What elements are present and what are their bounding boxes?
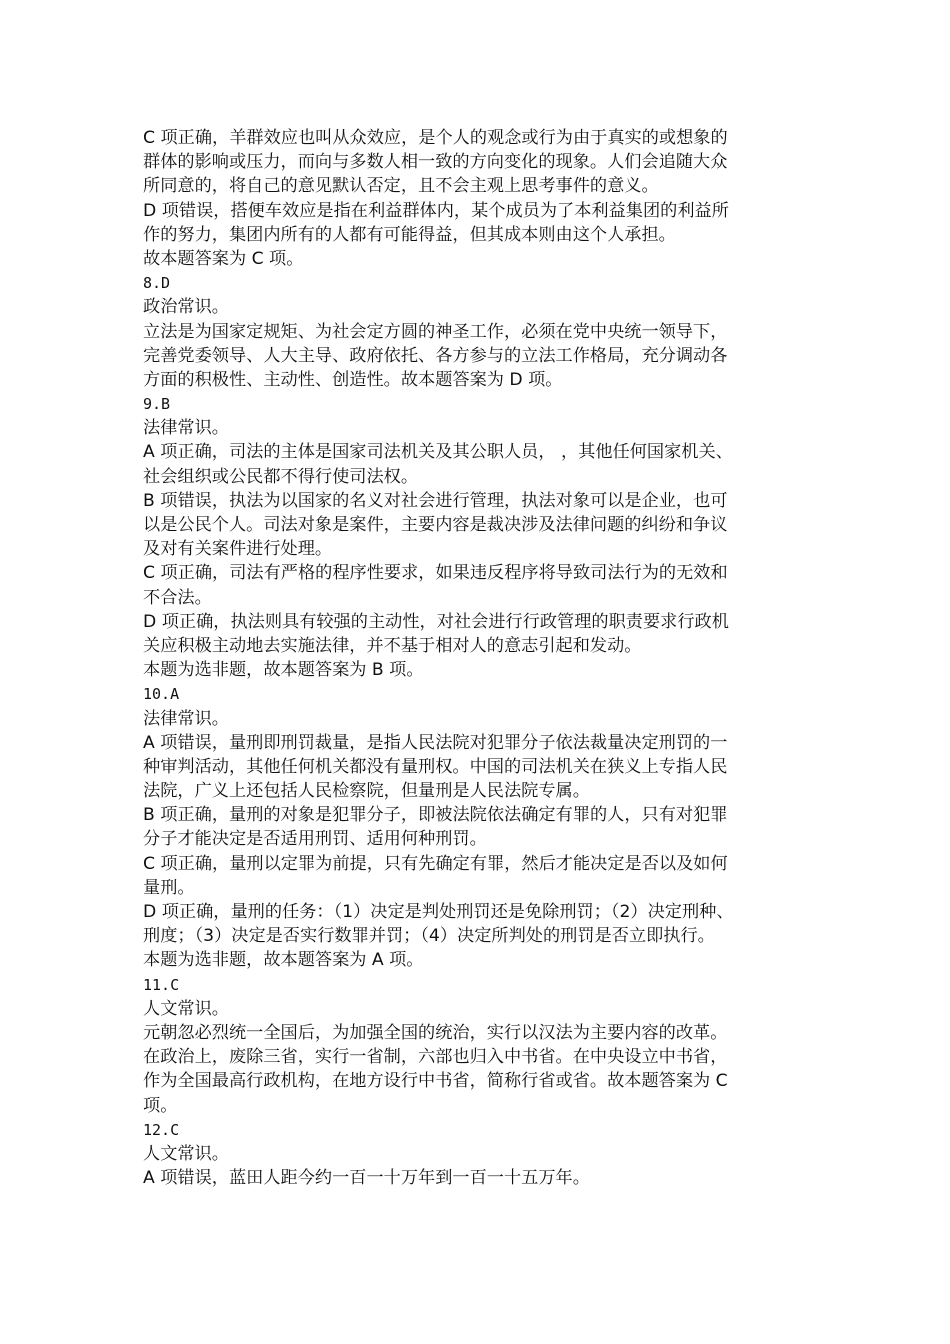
text-line: D 项正确，量刑的任务：（1）决定是判处刑罚还是免除刑罚；（2）决定刑种、: [143, 902, 734, 922]
text-line: 元朝忽必烈统一全国后，为加强全国的统治，实行以汉法为主要内容的改革。: [143, 1022, 728, 1043]
text-line: 法律常识。: [143, 708, 229, 729]
text-line: 刑度；（3）决定是否实行数罪并罚；（4）决定所判处的刑罚是否立即执行。: [143, 926, 715, 947]
text-line: 群体的影响或压力，而向与多数人相一致的方向变化的现象。人们会追随大众: [143, 152, 728, 173]
text-line: C 项正确，羊群效应也叫从众效应，是个人的观念或行为由于真实的或想象的: [143, 128, 728, 148]
text-line: 作为全国最高行政机构，在地方设行中书省，简称行省或省。故本题答案为 C: [143, 1071, 728, 1092]
text-line: 在政治上，废除三省，实行一省制，六部也归入中书省。在中央设立中书省，: [143, 1047, 728, 1068]
text-line: 以是公民个人。司法对象是案件，主要内容是裁决涉及法律问题的纠纷和争议: [143, 515, 728, 535]
question-number: 10.A: [143, 685, 180, 704]
text-line: 本题为选非题，故本题答案为 A 项。: [143, 950, 424, 971]
text-line: 不合法。: [143, 587, 212, 608]
text-line: 项。: [143, 1095, 178, 1116]
question-number: 8.D: [143, 274, 171, 293]
text-line: A 项错误，蓝田人距今约一百一十万年到一百一十五万年。: [143, 1168, 590, 1189]
text-line: 法院，广义上还包括人民检察院，但量刑是人民法院专属。: [143, 781, 590, 802]
text-line: 量刑。: [143, 877, 195, 898]
text-line: A 项错误，量刑即刑罚裁量，是指人民法院对犯罪分子依法裁量决定刑罚的一: [143, 732, 728, 753]
text-line: B 项正确，量刑的对象是犯罪分子，即被法院依法确定有罪的人，只有对犯罪: [143, 805, 728, 826]
text-line: 故本题答案为 C 项。: [143, 248, 304, 269]
question-number: 11.C: [143, 975, 180, 994]
text-line: 及对有关案件进行处理。: [143, 539, 333, 560]
text-line: 作的努力，集团内所有的人都有可能得益，但其成本则由这个人承担。: [143, 224, 676, 245]
text-line: 社会组织或公民都不得行使司法权。: [143, 466, 419, 487]
text-line: C 项正确，司法有严格的程序性要求，如果违反程序将导致司法行为的无效和: [143, 563, 728, 584]
text-line: 本题为选非题，故本题答案为 B 项。: [143, 660, 424, 681]
document-page: [143, 126, 823, 1190]
text-line: C 项正确，量刑以定罪为前提，只有先确定有罪，然后才能决定是否以及如何: [143, 853, 728, 874]
text-line: 方面的积极性、主动性、创造性。故本题答案为 D 项。: [143, 369, 563, 390]
text-line: 所同意的，将自己的意见默认否定，且不会主观上思考事件的意义。: [143, 176, 659, 197]
text-line: A 项正确，司法的主体是国家司法机关及其公职人员， ，其他任何国家机关、: [143, 442, 733, 463]
text-line: 政治常识。: [143, 297, 229, 318]
text-line: 种审判活动，其他任何机关都没有量刑权。中国的司法机关在狭义上专指人民: [143, 756, 728, 777]
text-line: 关应积极主动地去实施法律，并不基于相对人的意志引起和发动。: [143, 635, 642, 656]
text-line: 人文常识。: [143, 998, 229, 1019]
question-number: 9.B: [143, 395, 171, 414]
text-line: 完善党委领导、人大主导、政府依托、各方参与的立法工作格局，充分调动各: [143, 345, 728, 366]
text-line: D 项错误，搭便车效应是指在利益群体内，某个成员为了本利益集团的利益所: [143, 200, 729, 221]
text-line: B 项错误，执法为以国家的名义对社会进行管理，执法对象可以是企业，也可: [143, 490, 728, 511]
text-line: D 项正确，执法则具有较强的主动性，对社会进行行政管理的职责要求行政机: [143, 611, 729, 632]
text-line: 分子才能决定是否适用刑罚、适用何种刑罚。: [143, 829, 487, 850]
text-line: 人文常识。: [143, 1143, 229, 1164]
question-number: 12.C: [143, 1120, 180, 1139]
text-line: 法律常识。: [143, 418, 229, 439]
text-line: 立法是为国家定规矩、为社会定方圆的神圣工作，必须在党中央统一领导下，: [143, 321, 728, 342]
